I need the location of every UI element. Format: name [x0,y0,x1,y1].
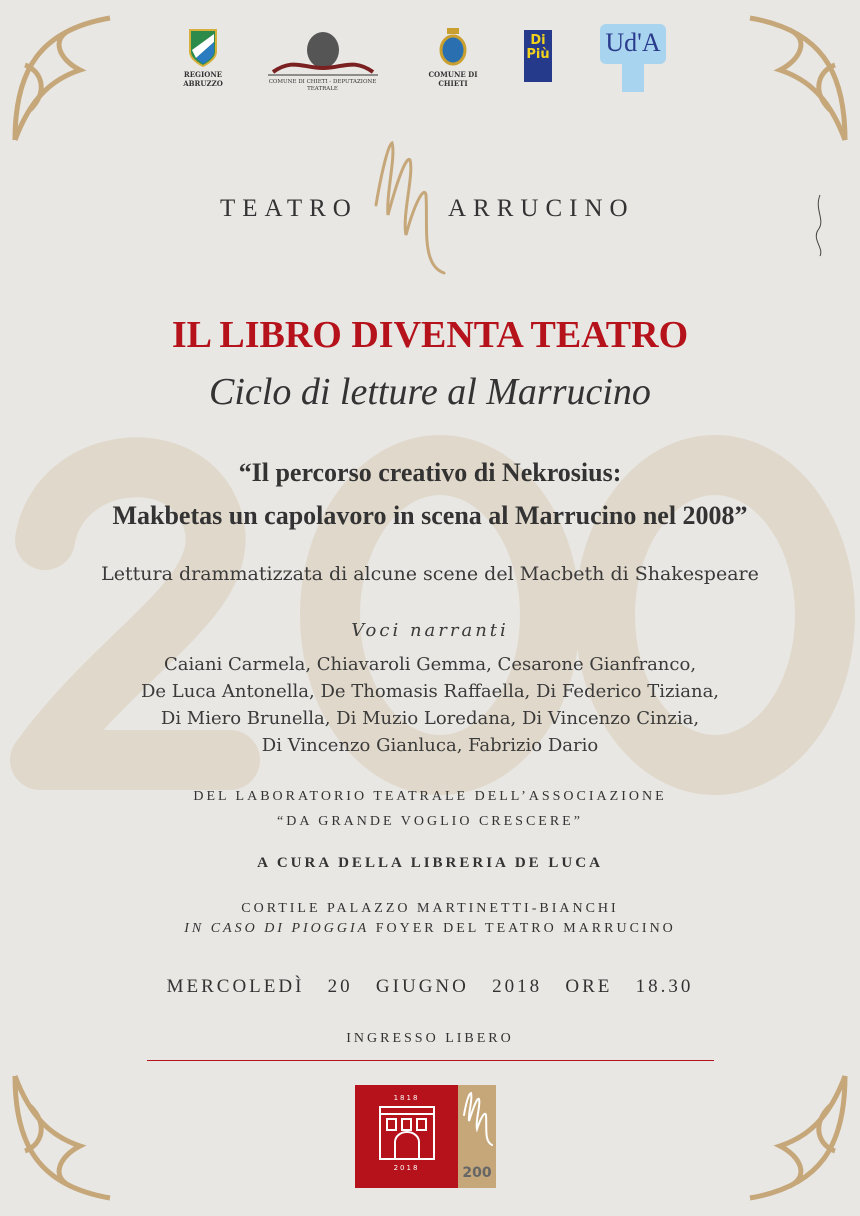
ornament-corner-icon [710,10,850,150]
curated-by: A CURA DELLA LIBRERIA DE LUCA [257,855,603,871]
voices-list: Caiani Carmela, Chiavaroli Gemma, Cesarone Gianfranco, De Luca Antonella, De Thomasis Raffaella, Di Federico Tiziana, Di Miero Brunella, Di Muzio Loredana, Di Vincenzo Cinzia, Di Vincenzo Gianluca, Fabrizio Dario [140,654,720,756]
event-date-time: MERCOLEDÌ 20 GIUGNO 2018 ORE 18.30 [166,976,694,997]
event-series-title: IL LIBRO DIVENTA TEATRO [171,314,689,356]
ornament-corner-icon [710,1066,850,1206]
ornament-corner-icon [10,1066,150,1206]
theater-building-icon [377,1104,437,1162]
logo-uda: Ud'A [600,24,666,92]
entry-info: INGRESSO LIBERO [346,1031,514,1046]
logo-deputazione-teatrale: COMUNE DI CHIETI - DEPUTAZIONE TEATRALE [255,28,390,93]
lab-line1: DEL LABORATORIO TEATRALE DELL’ASSOCIAZIONE [193,789,667,804]
coat-of-arms-icon [437,28,469,68]
event-title-line1: “Il percorso creativo di Nekrosius: [238,458,622,487]
event-series-subtitle: Ciclo di letture al Marrucino [209,371,651,413]
logo-regione-abruzzo: REGIONE ABRUZZO [178,28,228,88]
signature-icon [808,190,832,260]
logo-comune-chieti: COMUNE DI CHIETI [428,28,478,88]
brand-monogram [366,135,448,280]
logo-di-piu: Di Più [524,30,552,82]
ornament-corner-icon [10,10,150,150]
badge-monogram [458,1085,496,1151]
anniversary-badge-gold: 200 [458,1085,496,1188]
shield-icon [188,28,218,68]
venue: CORTILE PALAZZO MARTINETTI-BIANCHI [241,901,619,916]
voices-label: Voci narranti [351,620,509,641]
brand-marrucino: ARRUCINO [448,195,635,222]
rain-venue: IN CASO DI PIOGGIA FOYER DEL TEATRO MARRUCINO [184,921,676,936]
event-title-line2: Makbetas un capolavoro in scena al Marrucino nel 2008” [112,501,748,530]
anniversary-badge: 1818 2018 [355,1085,458,1188]
lab-line2: “DA GRANDE VOGLIO CRESCERE” [277,814,583,829]
divider [147,1060,714,1061]
event-description: Lettura drammatizzata di alcune scene del Macbeth di Shakespeare [101,563,759,585]
crest-icon [263,28,383,76]
brand-teatro: TEATRO [220,195,358,222]
